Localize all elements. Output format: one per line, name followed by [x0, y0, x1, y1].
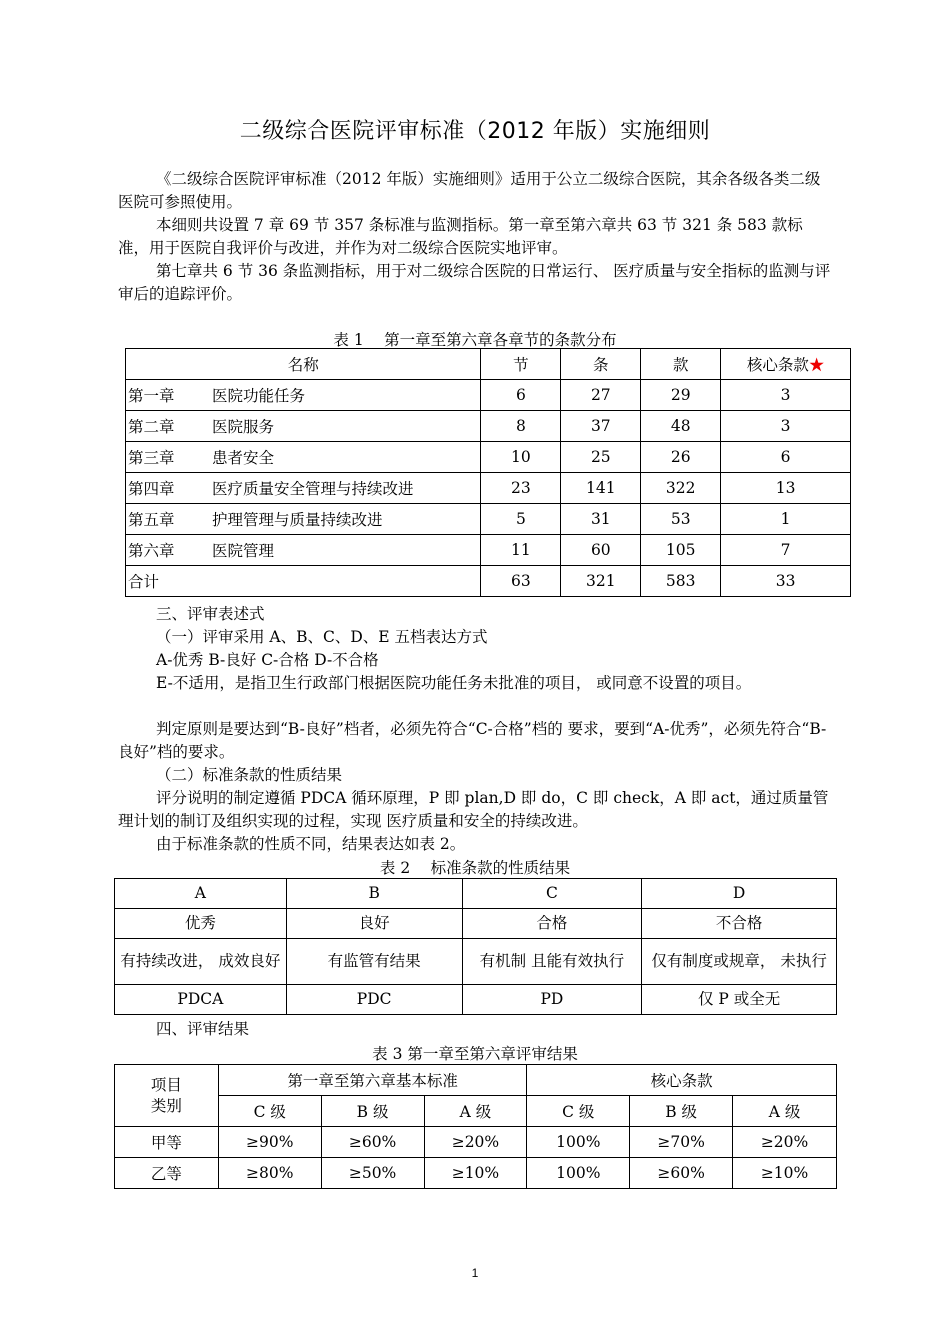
table-row [126, 535, 851, 566]
table-row [126, 380, 851, 411]
subheader: B 级 [321, 1096, 424, 1127]
table-row [126, 442, 851, 473]
table-row [115, 1158, 837, 1189]
intro-paragraph-2: 本细则共设置 7 章 69 节 357 条标准与监测指标。第一章至第六章共 63 节 321 条 583 款标准，用于医院自我评价与改进，并作为对二级综合医院实地评审。 [118, 216, 803, 257]
row-label: 乙等 [115, 1158, 219, 1189]
chapter-label: 第六章 [128, 542, 175, 560]
cell-core: 13 [721, 473, 851, 504]
cell-tiao: 25 [561, 442, 641, 473]
table-row [115, 909, 837, 939]
table-row [115, 1127, 837, 1158]
cell-core: 6 [721, 442, 851, 473]
grade-letter: D [642, 879, 837, 909]
table1-caption: 表 1 第一章至第六章各章节的条款分布 [333, 331, 617, 349]
total-row [126, 566, 851, 597]
grade-cycle: PD [462, 985, 642, 1015]
cell-jie: 6 [481, 380, 561, 411]
chapter-label: 第四章 [128, 480, 175, 498]
cell-core: 3 [721, 380, 851, 411]
chapter-name: 医院功能任务 [212, 387, 306, 405]
header-name: 名称 [126, 349, 481, 380]
table-header-row [126, 349, 851, 380]
cell-value: ≥10% [733, 1158, 837, 1189]
cell-core: 1 [721, 504, 851, 535]
corner-label-item: 项目 [150, 1075, 182, 1094]
grade-letter: B [286, 879, 462, 909]
table-subheader-row [115, 1096, 837, 1127]
group-core-header: 核心条款 [527, 1065, 837, 1096]
chapter-distribution-table [125, 348, 851, 597]
cell-tiao: 27 [561, 380, 641, 411]
section3-heading: 三、评审表述式 [156, 605, 265, 623]
chapter-label: 第三章 [128, 449, 175, 467]
cell-kuan: 322 [641, 473, 721, 504]
table2-intro: 由于标准条款的性质不同，结果表达如表 2。 [156, 835, 466, 853]
table-row [115, 879, 837, 909]
subheader: A 级 [424, 1096, 527, 1127]
chapter-name: 患者安全 [212, 449, 275, 467]
grade-level: 良好 [286, 909, 462, 939]
grade-cycle: 仅 P 或全无 [642, 985, 837, 1015]
cell-kuan: 48 [641, 411, 721, 442]
cell-kuan: 53 [641, 504, 721, 535]
total-label: 合计 [126, 566, 481, 597]
grade-level: 合格 [462, 909, 642, 939]
intro-paragraph-1: 《二级综合医院评审标准（2012 年版）实施细则》适用于公立二级综合医院，其余各级各类二级医院可参照使用。 [118, 170, 821, 211]
grade-level: 优秀 [115, 909, 287, 939]
header-kuan: 款 [641, 349, 721, 380]
subheader: A 级 [733, 1096, 837, 1127]
cell-value: ≥20% [733, 1127, 837, 1158]
total-kuan: 583 [641, 566, 721, 597]
grade-letter: C [462, 879, 642, 909]
table-row [126, 473, 851, 504]
grade-list: A-优秀 B-良好 C-合格 D-不合格 [156, 651, 379, 669]
table-row [126, 504, 851, 535]
intro-paragraph-3: 第七章共 6 节 36 条监测指标，用于对二级综合医院的日常运行、 医疗质量与安全指标的监测与评审后的追踪评价。 [118, 262, 831, 303]
header-jie: 节 [481, 349, 561, 380]
row-label: 甲等 [115, 1127, 219, 1158]
section3-sub2: （二）标准条款的性质结果 [156, 766, 343, 784]
subheader: C 级 [527, 1096, 630, 1127]
cell-tiao: 31 [561, 504, 641, 535]
subheader: C 级 [218, 1096, 321, 1127]
cell-core: 7 [721, 535, 851, 566]
grade-description: 有持续改进， 成效良好 [115, 939, 287, 985]
grade-cycle: PDCA [115, 985, 287, 1015]
cell-value: 100% [527, 1158, 630, 1189]
grade-cycle: PDC [286, 985, 462, 1015]
judgment-principle: 判定原则是要达到“B-良好”档者，必须先符合“C-合格”档的 要求，要到“A-优秀”，必须先符合“B-良好”档的要求。 [118, 720, 827, 761]
chapter-name: 医院管理 [212, 542, 275, 560]
cell-jie: 23 [481, 473, 561, 504]
corner-cell [115, 1065, 219, 1127]
chapter-name: 护理管理与质量持续改进 [212, 511, 383, 529]
cell-value: ≥60% [630, 1158, 733, 1189]
table2-caption: 表 2 标准条款的性质结果 [379, 859, 571, 877]
chapter-label: 第一章 [128, 387, 175, 405]
cell-tiao: 60 [561, 535, 641, 566]
grade-description: 仅有制度或规章， 未执行 [642, 939, 837, 985]
cell-jie: 11 [481, 535, 561, 566]
cell-jie: 8 [481, 411, 561, 442]
review-result-table [114, 1064, 837, 1189]
chapter-label: 第五章 [128, 511, 175, 529]
grade-e-note: E-不适用，是指卫生行政部门根据医院功能任务未批准的项目， 或同意不设置的项目。 [156, 674, 752, 692]
total-jie: 63 [481, 566, 561, 597]
clause-nature-table [114, 878, 837, 1015]
cell-tiao: 141 [561, 473, 641, 504]
cell-value: ≥70% [630, 1127, 733, 1158]
subheader: B 级 [630, 1096, 733, 1127]
grade-letter: A [115, 879, 287, 909]
grade-level: 不合格 [642, 909, 837, 939]
star-icon: ★ [808, 356, 825, 374]
table-row [126, 411, 851, 442]
header-tiao: 条 [561, 349, 641, 380]
cell-jie: 10 [481, 442, 561, 473]
cell-value: ≥10% [424, 1158, 527, 1189]
table-row [115, 985, 837, 1015]
page-title: 二级综合医院评审标准（2012 年版）实施细则 [239, 119, 711, 144]
pdca-paragraph: 评分说明的制定遵循 PDCA 循环原理，P 即 plan,D 即 do，C 即 check，A 即 act，通过质量管理计划的制订及组织实现的过程，实现 医疗质量和安全的持续改进。 [118, 789, 829, 830]
table3-caption: 表 3 第一章至第六章评审结果 [372, 1045, 578, 1063]
cell-tiao: 37 [561, 411, 641, 442]
header-core: 核心条款★ [721, 349, 851, 380]
cell-value: 100% [527, 1127, 630, 1158]
total-tiao: 321 [561, 566, 641, 597]
page-number: 1 [471, 1266, 479, 1280]
table-header-row [115, 1065, 837, 1096]
table-row [115, 939, 837, 985]
section3-sub1: （一）评审采用 A、B、C、D、E 五档表达方式 [156, 628, 488, 646]
cell-kuan: 29 [641, 380, 721, 411]
cell-value: ≥80% [218, 1158, 321, 1189]
cell-value: ≥20% [424, 1127, 527, 1158]
cell-kuan: 105 [641, 535, 721, 566]
corner-label-category: 类别 [150, 1096, 182, 1115]
cell-value: ≥90% [218, 1127, 321, 1158]
cell-value: ≥60% [321, 1127, 424, 1158]
grade-description: 有机制 且能有效执行 [462, 939, 642, 985]
cell-value: ≥50% [321, 1158, 424, 1189]
total-core: 33 [721, 566, 851, 597]
chapter-label: 第二章 [128, 418, 175, 436]
cell-core: 3 [721, 411, 851, 442]
group-basic-header: 第一章至第六章基本标准 [218, 1065, 527, 1096]
cell-jie: 5 [481, 504, 561, 535]
section4-heading: 四、评审结果 [156, 1020, 250, 1038]
chapter-name: 医院服务 [212, 418, 275, 436]
chapter-name: 医疗质量安全管理与持续改进 [212, 480, 414, 498]
grade-description: 有监管有结果 [286, 939, 462, 985]
cell-kuan: 26 [641, 442, 721, 473]
